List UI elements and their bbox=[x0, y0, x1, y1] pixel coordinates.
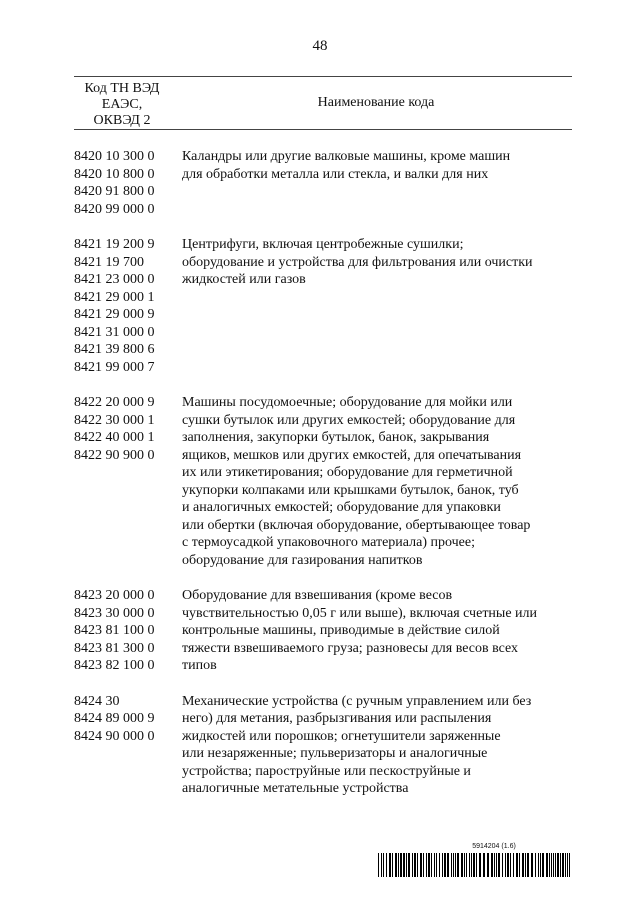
barcode-bar bbox=[487, 853, 489, 877]
code-value: 8424 30 bbox=[74, 693, 120, 709]
description-line: или незаряженные; пульверизаторы и аналогичные bbox=[182, 746, 488, 761]
barcode-bar bbox=[389, 853, 391, 877]
page-number: 48 bbox=[312, 38, 328, 54]
code-value: 8422 20 000 9 bbox=[74, 395, 155, 410]
code-value: 8421 31 000 0 bbox=[74, 324, 155, 340]
barcode-bar bbox=[522, 853, 524, 877]
barcode-bar bbox=[494, 853, 495, 877]
code-list bbox=[74, 236, 178, 376]
barcode-bar bbox=[507, 853, 509, 877]
code-value: 8423 82 100 0 bbox=[74, 658, 155, 673]
barcode-bar bbox=[535, 853, 536, 877]
code-value: 8423 81 300 0 bbox=[74, 640, 155, 656]
header-code-column bbox=[74, 81, 170, 129]
code-description bbox=[178, 693, 572, 798]
code-value: 8423 20 000 0 bbox=[74, 588, 155, 603]
description-line: оборудование для газирования напитков bbox=[182, 552, 423, 568]
barcode-bar bbox=[431, 853, 432, 877]
description-line: Машины посудомоечные; оборудование для мойки или bbox=[182, 395, 513, 410]
header-code-line: ЕАЭС, bbox=[101, 97, 143, 112]
barcode-bar bbox=[491, 853, 493, 877]
description-line: Механические устройства (с ручным управлением или без bbox=[182, 693, 532, 709]
description-line: Центрифуги, включая центробежные сушилки; bbox=[182, 237, 464, 252]
description-line: чувствительностью 0,05 г или выше), включая счетные или bbox=[182, 605, 538, 621]
header-code-line: Код ТН ВЭД bbox=[84, 81, 160, 96]
barcode-bar bbox=[466, 853, 467, 877]
description-line: и аналогичных емкостей; оборудование для упаковки bbox=[182, 500, 501, 515]
barcode-bar bbox=[439, 853, 440, 877]
code-table-body bbox=[74, 148, 572, 816]
code-description bbox=[178, 148, 572, 218]
barcode-bar bbox=[540, 853, 541, 877]
barcode-bar bbox=[510, 853, 511, 877]
description-line: жидкостей или порошков; огнетушители заряженные bbox=[182, 728, 501, 744]
code-value: 8421 19 200 9 bbox=[74, 237, 155, 252]
barcode-bar bbox=[513, 853, 514, 877]
code-list bbox=[74, 693, 178, 798]
barcode-bar bbox=[412, 853, 413, 877]
description-line: него) для метания, разбрызгивания или распыления bbox=[182, 711, 492, 726]
barcode-bar bbox=[395, 853, 397, 877]
barcode-bar bbox=[562, 853, 564, 877]
barcode-bar bbox=[557, 853, 559, 877]
description-line: контрольные машины, приводимые в действие силой bbox=[182, 623, 500, 638]
barcode-bar bbox=[473, 853, 475, 877]
barcode-bar bbox=[464, 853, 465, 877]
barcode-image bbox=[376, 853, 572, 877]
code-value: 8421 29 000 9 bbox=[74, 307, 155, 322]
barcode-bar bbox=[551, 853, 552, 877]
table-row bbox=[74, 693, 572, 798]
table-row bbox=[74, 587, 572, 675]
barcode-bar bbox=[549, 853, 550, 877]
barcode-bar bbox=[434, 853, 435, 877]
barcode-bar bbox=[417, 853, 418, 877]
barcode-bar bbox=[542, 853, 544, 877]
description-line: ящиков, мешков или других емкостей, для опечатывания bbox=[182, 447, 522, 463]
barcode-bar bbox=[546, 853, 548, 877]
barcode-bar bbox=[525, 853, 526, 877]
barcode-bar bbox=[519, 853, 520, 877]
barcode-bar bbox=[381, 853, 382, 877]
barcode-bar bbox=[455, 853, 456, 877]
code-value: 8421 19 700 bbox=[74, 254, 144, 270]
barcode-bar bbox=[444, 853, 446, 877]
description-line: с термоусадкой упаковочного материала) прочее; bbox=[182, 535, 475, 550]
code-value: 8422 90 900 0 bbox=[74, 447, 155, 463]
barcode-bar bbox=[436, 853, 437, 877]
code-list bbox=[74, 587, 178, 675]
barcode-bar bbox=[553, 853, 554, 877]
code-list bbox=[74, 148, 178, 218]
barcode-bar bbox=[414, 853, 416, 877]
code-description bbox=[178, 236, 572, 376]
barcode-bar bbox=[420, 853, 422, 877]
barcode-bar bbox=[453, 853, 454, 877]
description-line: Оборудование для взвешивания (кроме весов bbox=[182, 588, 453, 603]
code-value: 8423 81 100 0 bbox=[74, 623, 155, 638]
barcode-bar bbox=[555, 853, 556, 877]
barcode-bar bbox=[527, 853, 529, 877]
code-value: 8424 89 000 9 bbox=[74, 711, 155, 726]
barcode-bar bbox=[461, 853, 463, 877]
description-line: укупорки колпаками или крышками бутылок, банок, туб bbox=[182, 482, 519, 498]
barcode-bar bbox=[457, 853, 459, 877]
barcode-bar bbox=[406, 853, 407, 877]
barcode-bar bbox=[502, 853, 503, 877]
barcode-bar bbox=[386, 853, 387, 877]
barcode-bar bbox=[538, 853, 539, 877]
code-description bbox=[178, 394, 572, 569]
table-row bbox=[74, 148, 572, 218]
document-code: 5914204 (1.6) bbox=[472, 843, 516, 850]
barcode-bar bbox=[403, 853, 405, 877]
code-value: 8420 99 000 0 bbox=[74, 201, 155, 217]
barcode-bar bbox=[516, 853, 518, 877]
barcode-bar bbox=[565, 853, 566, 877]
barcode-bar bbox=[479, 853, 481, 877]
barcode-bar bbox=[426, 853, 427, 877]
table-row bbox=[74, 394, 572, 569]
description-line: их или этикетирования; оборудование для герметичной bbox=[182, 465, 513, 480]
description-line: типов bbox=[182, 658, 217, 673]
description-line: или обертки (включая оборудование, обертывающее товар bbox=[182, 517, 531, 533]
table-header bbox=[74, 76, 572, 130]
code-value: 8424 90 000 0 bbox=[74, 728, 155, 744]
description-line: тяжести взвешиваемого груза; разновесы для весов всех bbox=[182, 640, 519, 656]
code-value: 8420 10 800 0 bbox=[74, 166, 155, 182]
barcode-bar bbox=[567, 853, 568, 877]
barcode-bar bbox=[423, 853, 424, 877]
description-line: жидкостей или газов bbox=[182, 272, 306, 287]
barcode-bar bbox=[428, 853, 430, 877]
code-value: 8421 29 000 1 bbox=[74, 289, 155, 305]
barcode-bar bbox=[498, 853, 500, 877]
description-line: устройства; пароструйные или пескоструйные и bbox=[182, 763, 471, 779]
code-list bbox=[74, 394, 178, 569]
code-value: 8421 99 000 7 bbox=[74, 359, 155, 375]
barcode-bar bbox=[505, 853, 506, 877]
barcode-bar bbox=[378, 853, 379, 877]
description-line: заполнения, закупорки бутылок, банок, закрывания bbox=[182, 430, 490, 445]
barcode-bar bbox=[476, 853, 477, 877]
code-value: 8423 30 000 0 bbox=[74, 605, 155, 621]
description-line: оборудование и устройства для фильтрования или очистки bbox=[182, 254, 533, 270]
code-value: 8422 40 000 1 bbox=[74, 430, 155, 445]
barcode-bar bbox=[496, 853, 497, 877]
document-footer bbox=[376, 842, 572, 877]
header-code-line: ОКВЭД 2 bbox=[93, 113, 151, 128]
barcode-bar bbox=[442, 853, 443, 877]
barcode-bar bbox=[408, 853, 410, 877]
code-value: 8422 30 000 1 bbox=[74, 412, 155, 428]
barcode-bar bbox=[398, 853, 399, 877]
description-line: для обработки металла или стекла, и валки для них bbox=[182, 166, 489, 182]
barcode-bar bbox=[471, 853, 472, 877]
barcode-bar bbox=[447, 853, 449, 877]
barcode-bar bbox=[469, 853, 470, 877]
code-value: 8420 10 300 0 bbox=[74, 149, 155, 164]
barcode-bar bbox=[483, 853, 485, 877]
header-name-column: Наименование кода bbox=[317, 95, 435, 110]
description-line: аналогичные метательные устройства bbox=[182, 781, 409, 796]
code-value: 8421 23 000 0 bbox=[74, 272, 155, 287]
barcode-bar bbox=[531, 853, 533, 877]
code-value: 8420 91 800 0 bbox=[74, 184, 155, 199]
code-value: 8421 39 800 6 bbox=[74, 342, 155, 357]
code-description bbox=[178, 587, 572, 675]
description-line: сушки бутылок или других емкостей; оборудование для bbox=[182, 412, 516, 428]
barcode-bar bbox=[451, 853, 452, 877]
barcode-bar bbox=[392, 853, 393, 877]
barcode-bar bbox=[383, 853, 384, 877]
barcode-bar bbox=[560, 853, 561, 877]
description-line: Каландры или другие валковые машины, кроме машин bbox=[182, 149, 511, 164]
barcode-bar bbox=[569, 853, 570, 877]
table-row bbox=[74, 236, 572, 376]
barcode-bar bbox=[400, 853, 402, 877]
